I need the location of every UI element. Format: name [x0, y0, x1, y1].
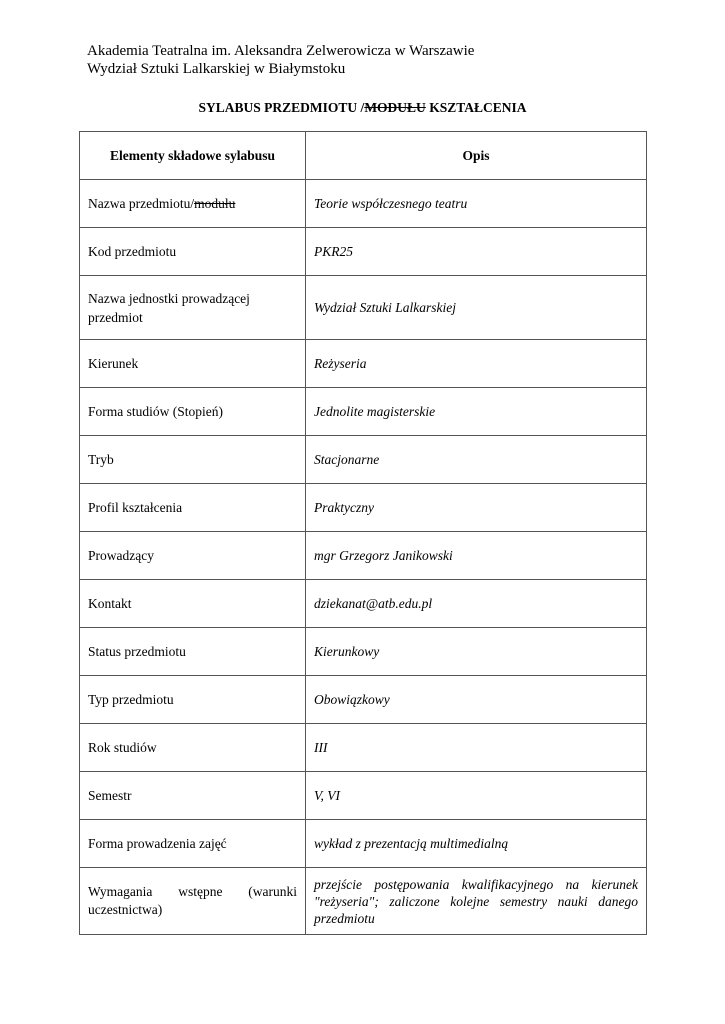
- title-struck-word: MODUŁU: [364, 100, 426, 115]
- table-row: [80, 820, 647, 868]
- row-label: Tryb: [80, 436, 306, 484]
- syllabus-table: [79, 131, 647, 935]
- table-row: [80, 484, 647, 532]
- table-row: [80, 532, 647, 580]
- table-row: [80, 228, 647, 276]
- row-value: Teorie współczesnego teatru: [306, 180, 647, 228]
- document-header: [87, 42, 474, 78]
- row-label: Kod przedmiotu: [80, 228, 306, 276]
- row-value: przejście postępowania kwalifikacyjnego na kierunek "reżyseria"; zaliczone kolejne semestry nauki danego przedmiotu: [306, 868, 647, 935]
- row-label: Forma prowadzenia zajęć: [80, 820, 306, 868]
- row-label: Forma studiów (Stopień): [80, 388, 306, 436]
- row-value-contact-email: dziekanat@atb.edu.pl: [306, 580, 647, 628]
- row-label: Profil kształcenia: [80, 484, 306, 532]
- header-academy-name: Akademia Teatralna im. Aleksandra Zelwerowicza w Warszawie: [87, 43, 475, 59]
- table-row: [80, 628, 647, 676]
- table-row: [80, 868, 647, 935]
- row-value: mgr Grzegorz Janikowski: [306, 532, 647, 580]
- row-value: wykład z prezentacją multimedialną: [306, 820, 647, 868]
- row-value: Jednolite magisterskie: [306, 388, 647, 436]
- row-label: Rok studiów: [80, 724, 306, 772]
- header-cell-elements: Elementy składowe sylabusu: [80, 132, 306, 180]
- row-label-text: Nazwa przedmiotu/: [88, 195, 195, 211]
- table-row: [80, 436, 647, 484]
- row-label: Wymagania wstępne (warunki uczestnictwa): [80, 868, 306, 935]
- table-row: [80, 772, 647, 820]
- row-value: PKR25: [306, 228, 647, 276]
- row-value: Stacjonarne: [306, 436, 647, 484]
- table-row: [80, 580, 647, 628]
- row-value: Wydział Sztuki Lalkarskiej: [306, 276, 647, 340]
- row-label-struck-text: modułu: [194, 195, 236, 211]
- table-row: [80, 676, 647, 724]
- table-header-row: [80, 132, 647, 180]
- row-label: Typ przedmiotu: [80, 676, 306, 724]
- row-label: Kontakt: [80, 580, 306, 628]
- title-part-2: KSZTAŁCENIA: [425, 100, 527, 115]
- header-faculty-name: Wydział Sztuki Lalkarskiej w Białymstoku: [87, 61, 346, 77]
- table-row: [80, 340, 647, 388]
- row-label: Kierunek: [80, 340, 306, 388]
- header-cell-description: Opis: [306, 132, 647, 180]
- row-label: Nazwa jednostki prowadzącej przedmiot: [80, 276, 306, 340]
- row-value: Praktyczny: [306, 484, 647, 532]
- title-part-1: SYLABUS PRZEDMIOTU /: [198, 100, 365, 115]
- row-label: Status przedmiotu: [80, 628, 306, 676]
- document-title: [0, 100, 725, 116]
- row-value: V, VI: [306, 772, 647, 820]
- row-label: [80, 180, 306, 228]
- table-row: [80, 276, 647, 340]
- row-label: Prowadzący: [80, 532, 306, 580]
- table-row: [80, 388, 647, 436]
- row-label: Semestr: [80, 772, 306, 820]
- row-value: Obowiązkowy: [306, 676, 647, 724]
- table-row: [80, 180, 647, 228]
- row-value: Reżyseria: [306, 340, 647, 388]
- table-row: [80, 724, 647, 772]
- row-value: III: [306, 724, 647, 772]
- row-value: Kierunkowy: [306, 628, 647, 676]
